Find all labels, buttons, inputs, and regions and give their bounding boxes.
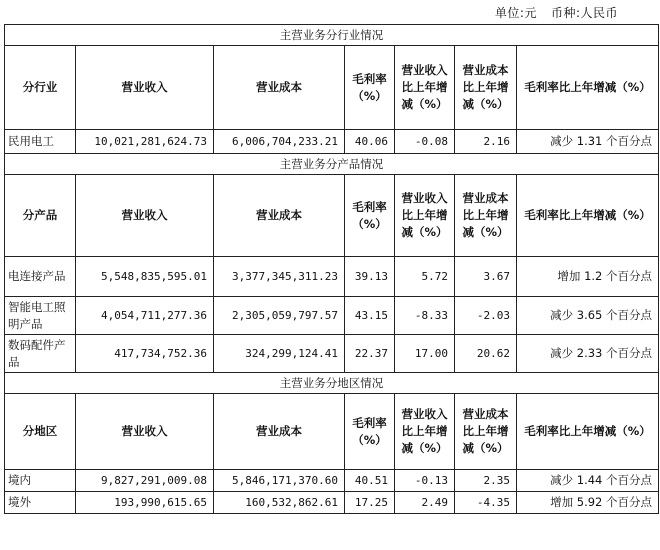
row-revenue-yoy: 17.00	[395, 335, 455, 373]
row-cost-yoy: 2.16	[455, 130, 517, 154]
header-revenue-yoy: 营业收入比上年增减（%）	[395, 175, 455, 257]
header-margin-yoy: 毛利率比上年增减（%）	[517, 175, 659, 257]
table-row	[5, 492, 659, 514]
currency-label: 币种:人民币	[550, 6, 618, 20]
header-gross-margin: 毛利率（%）	[345, 394, 395, 470]
row-margin: 43.15	[345, 297, 395, 335]
row-margin-yoy: 增加 5.92 个百分点	[517, 492, 659, 514]
main-business-table	[4, 24, 659, 514]
row-cost: 2,305,059,797.57	[214, 297, 345, 335]
row-cost-yoy: -4.35	[455, 492, 517, 514]
header-first-col: 分产品	[5, 175, 76, 257]
section-title-industry: 主营业务分行业情况	[5, 25, 659, 46]
header-cost: 营业成本	[214, 394, 345, 470]
header-cost-yoy: 营业成本比上年增减（%）	[455, 394, 517, 470]
row-margin: 17.25	[345, 492, 395, 514]
row-revenue-yoy: 5.72	[395, 257, 455, 297]
row-revenue-yoy: -8.33	[395, 297, 455, 335]
row-name: 智能电工照明产品	[5, 297, 76, 335]
header-margin-yoy: 毛利率比上年增减（%）	[517, 46, 659, 130]
header-revenue: 营业收入	[76, 46, 214, 130]
row-margin: 39.13	[345, 257, 395, 297]
header-first-col: 分行业	[5, 46, 76, 130]
section-title-region: 主营业务分地区情况	[5, 373, 659, 394]
table-row	[5, 130, 659, 154]
row-revenue: 417,734,752.36	[76, 335, 214, 373]
row-cost: 6,006,704,233.21	[214, 130, 345, 154]
header-gross-margin: 毛利率（%）	[345, 175, 395, 257]
row-revenue-yoy: -0.13	[395, 470, 455, 492]
table-row	[5, 297, 659, 335]
row-margin: 40.51	[345, 470, 395, 492]
table-row	[5, 335, 659, 373]
header-cost: 营业成本	[214, 175, 345, 257]
row-revenue-yoy: 2.49	[395, 492, 455, 514]
row-name: 境外	[5, 492, 76, 514]
header-revenue: 营业收入	[76, 175, 214, 257]
row-revenue: 4,054,711,277.36	[76, 297, 214, 335]
row-margin: 22.37	[345, 335, 395, 373]
row-margin-yoy: 减少 2.33 个百分点	[517, 335, 659, 373]
row-name: 数码配件产品	[5, 335, 76, 373]
row-cost: 324,299,124.41	[214, 335, 345, 373]
section-title-product: 主营业务分产品情况	[5, 154, 659, 175]
header-revenue-yoy: 营业收入比上年增减（%）	[395, 46, 455, 130]
row-name: 境内	[5, 470, 76, 492]
unit-label: 单位:元	[494, 6, 537, 20]
row-cost: 160,532,862.61	[214, 492, 345, 514]
row-cost: 5,846,171,370.60	[214, 470, 345, 492]
header-gross-margin: 毛利率（%）	[345, 46, 395, 130]
header-revenue: 营业收入	[76, 394, 214, 470]
row-cost-yoy: 2.35	[455, 470, 517, 492]
row-cost-yoy: 3.67	[455, 257, 517, 297]
row-revenue: 5,548,835,595.01	[76, 257, 214, 297]
row-margin: 40.06	[345, 130, 395, 154]
row-margin-yoy: 增加 1.2 个百分点	[517, 257, 659, 297]
table-row	[5, 257, 659, 297]
row-revenue: 193,990,615.65	[76, 492, 214, 514]
unit-currency-line	[481, 4, 618, 21]
header-margin-yoy: 毛利率比上年增减（%）	[517, 394, 659, 470]
row-name: 民用电工	[5, 130, 76, 154]
row-cost-yoy: -2.03	[455, 297, 517, 335]
header-cost-yoy: 营业成本比上年增减（%）	[455, 46, 517, 130]
row-name: 电连接产品	[5, 257, 76, 297]
row-margin-yoy: 减少 3.65 个百分点	[517, 297, 659, 335]
row-cost-yoy: 20.62	[455, 335, 517, 373]
row-margin-yoy: 减少 1.44 个百分点	[517, 470, 659, 492]
row-cost: 3,377,345,311.23	[214, 257, 345, 297]
row-revenue: 10,021,281,624.73	[76, 130, 214, 154]
row-margin-yoy: 减少 1.31 个百分点	[517, 130, 659, 154]
header-first-col: 分地区	[5, 394, 76, 470]
row-revenue: 9,827,291,009.08	[76, 470, 214, 492]
table-row	[5, 470, 659, 492]
header-revenue-yoy: 营业收入比上年增减（%）	[395, 394, 455, 470]
row-revenue-yoy: -0.08	[395, 130, 455, 154]
header-cost: 营业成本	[214, 46, 345, 130]
header-cost-yoy: 营业成本比上年增减（%）	[455, 175, 517, 257]
